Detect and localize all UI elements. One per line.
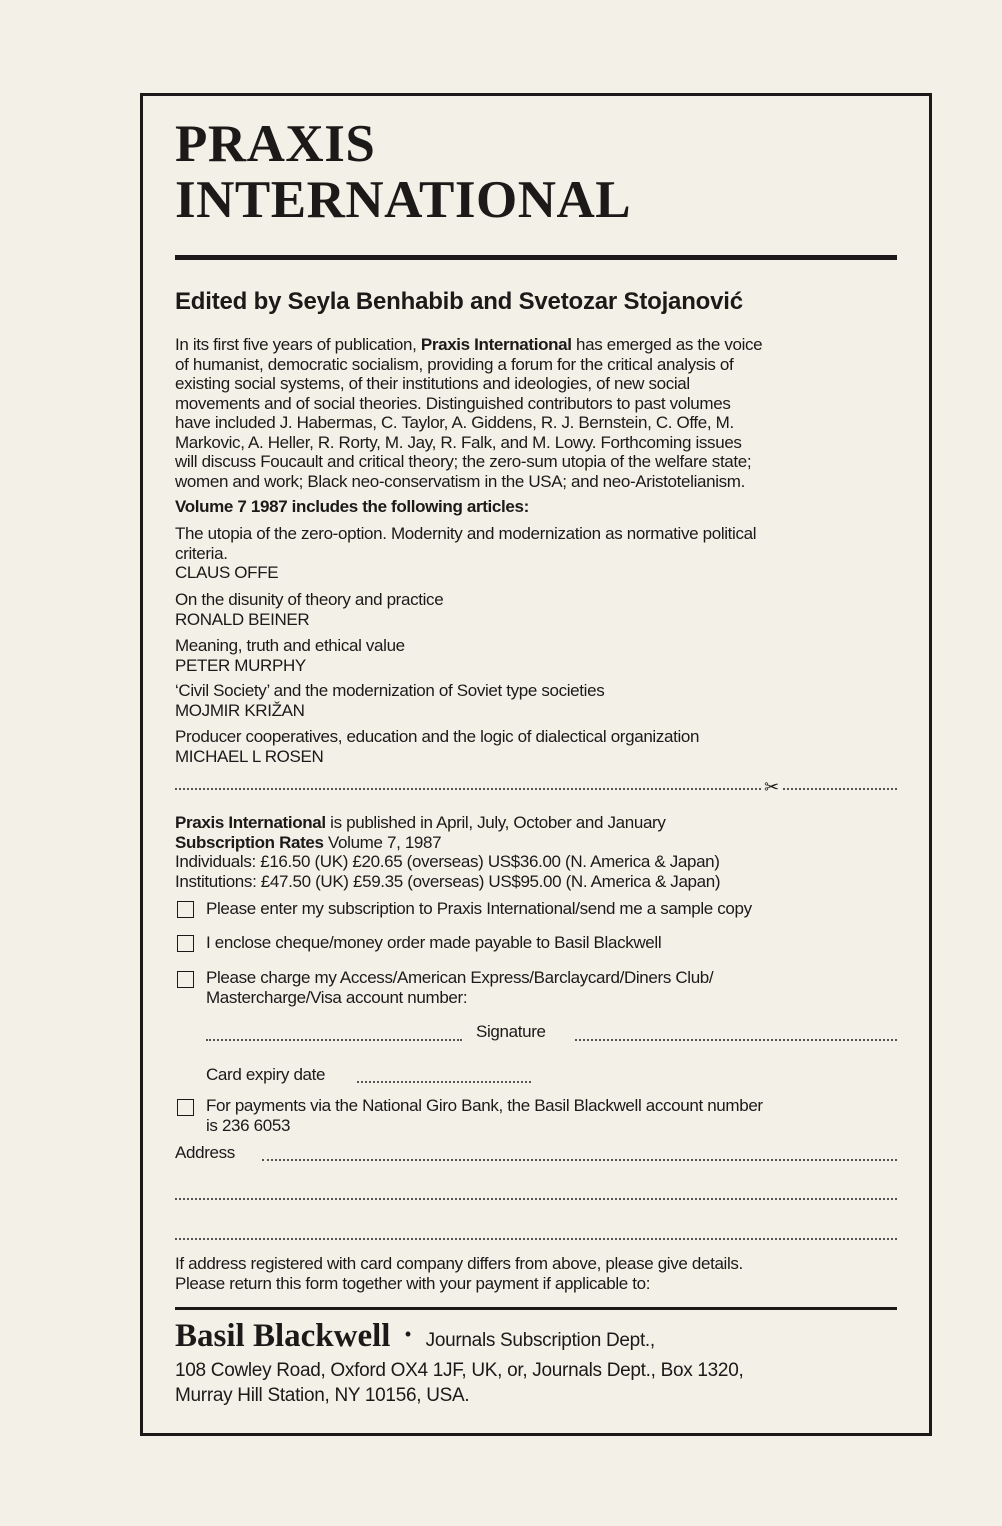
journal-name: Praxis International (420, 335, 572, 354)
note-line: If address registered with card company differs from above, please give details. (175, 1254, 743, 1273)
article-title: ‘Civil Society’ and the modernization of Soviet type societies (175, 681, 605, 700)
publisher-dept: Journals Subscription Dept., (425, 1330, 655, 1351)
article-title: Producer cooperatives, education and the logic of dialectical organization (175, 727, 700, 746)
option-line: is 236 6053 (206, 1115, 291, 1135)
publisher-name: Basil Blackwell (175, 1318, 391, 1354)
scissors-icon: ✂ (764, 777, 780, 797)
article-author: CLAUS OFFE (175, 563, 279, 582)
title-line: INTERNATIONAL (175, 171, 632, 229)
article-author: MICHAEL L ROSEN (175, 746, 324, 766)
article (175, 681, 604, 720)
article (175, 727, 699, 766)
publisher-line (175, 1318, 655, 1355)
bullet: • (404, 1324, 412, 1344)
article-author: RONALD BEINER (175, 609, 310, 629)
article-title: The utopia of the zero-option. Modernity and modernization as normative political (175, 524, 757, 543)
intro-paragraph (175, 335, 762, 491)
option-line: Please charge my Access/American Express/Barclaycard/Diners Club/ (206, 968, 714, 987)
intro-line: movements and of social theories. Distinguished contributors to past volumes (175, 393, 731, 413)
text: is published in April, July, October and January (325, 813, 666, 832)
text: has emerged as the voice (571, 335, 763, 354)
article-title: On the disunity of theory and practice (175, 590, 444, 609)
return-note (175, 1254, 743, 1293)
intro-line: women and work; Black neo-conservatism in the USA; and neo-Aristotelianism. (175, 471, 745, 491)
journal-name: Praxis International (175, 813, 326, 832)
note-line: Please return this form together with your payment if applicable to: (175, 1273, 651, 1293)
address-field[interactable] (175, 1238, 897, 1240)
article-author: PETER MURPHY (175, 655, 306, 675)
volume-heading: Volume 7 1987 includes the following articles: (175, 497, 529, 516)
article (175, 636, 405, 675)
giro-checkbox[interactable] (177, 1099, 194, 1116)
address-line: 108 Cowley Road, Oxford OX4 1JF, UK, or, Journals Dept., Box 1320, (175, 1360, 744, 1381)
intro-line: have included J. Habermas, C. Taylor, A. Giddens, R. J. Bernstein, C. Offe, M. (175, 413, 734, 432)
address-line: Murray Hill Station, NY 10156, USA. (175, 1385, 470, 1406)
option-label: Please enter my subscription to Praxis International/send me a sample copy (206, 899, 752, 918)
title-line: PRAXIS (175, 115, 376, 173)
intro-line (175, 335, 762, 355)
address-field[interactable] (262, 1159, 897, 1161)
intro-line: will discuss Foucault and critical theory; the zero-sum utopia of the welfare state; (175, 452, 752, 471)
address-label: Address (175, 1143, 235, 1162)
signature-field[interactable] (575, 1039, 897, 1041)
intro-line: Markovic, A. Heller, R. Rorty, M. Jay, R. Falk, and M. Lowy. Forthcoming issues (175, 432, 742, 452)
journal-title (175, 116, 631, 228)
article (175, 590, 443, 629)
account-number-field[interactable] (206, 1039, 462, 1041)
info-line (175, 813, 720, 833)
intro-line: of humanist, democratic socialism, providing a forum for the critical analysis of (175, 354, 734, 374)
option-label: I enclose cheque/money order made payable to Basil Blackwell (206, 933, 662, 952)
title-rule (175, 255, 897, 260)
intro-line: existing social systems, of their institutions and ideologies, of new social (175, 374, 690, 393)
footer-rule (175, 1307, 897, 1310)
option-line: For payments via the National Giro Bank, the Basil Blackwell account number (206, 1096, 763, 1115)
text: Volume 7, 1987 (323, 832, 442, 852)
info-line (175, 833, 720, 853)
text: In its first five years of publication, (175, 335, 421, 354)
signature-label: Signature (476, 1022, 546, 1041)
publisher-address (175, 1358, 743, 1408)
article-title: criteria. (175, 543, 228, 563)
address-field[interactable] (175, 1198, 897, 1200)
card-expiry-label: Card expiry date (206, 1065, 326, 1084)
rates-label: Subscription Rates (175, 832, 324, 852)
article-author: MOJMIR KRIŽAN (175, 700, 305, 720)
article (175, 524, 756, 583)
editors-heading: Edited by Seyla Benhabib and Svetozar Stojanović (175, 288, 743, 315)
individual-rates: Individuals: £16.50 (UK) £20.65 (overseas) US$36.00 (N. America & Japan) (175, 852, 720, 871)
option-label (206, 1096, 763, 1135)
cut-line (175, 788, 897, 790)
cheque-checkbox[interactable] (177, 935, 194, 952)
option-line: Mastercharge/Visa account number: (206, 987, 468, 1007)
option-label (206, 968, 713, 1007)
card-expiry-field[interactable] (357, 1081, 531, 1083)
card-checkbox[interactable] (177, 971, 194, 988)
article-title: Meaning, truth and ethical value (175, 636, 405, 655)
institution-rates: Institutions: £47.50 (UK) £59.35 (overseas) US$95.00 (N. America & Japan) (175, 871, 721, 891)
subscription-info (175, 813, 720, 891)
subscription-checkbox[interactable] (177, 901, 194, 918)
